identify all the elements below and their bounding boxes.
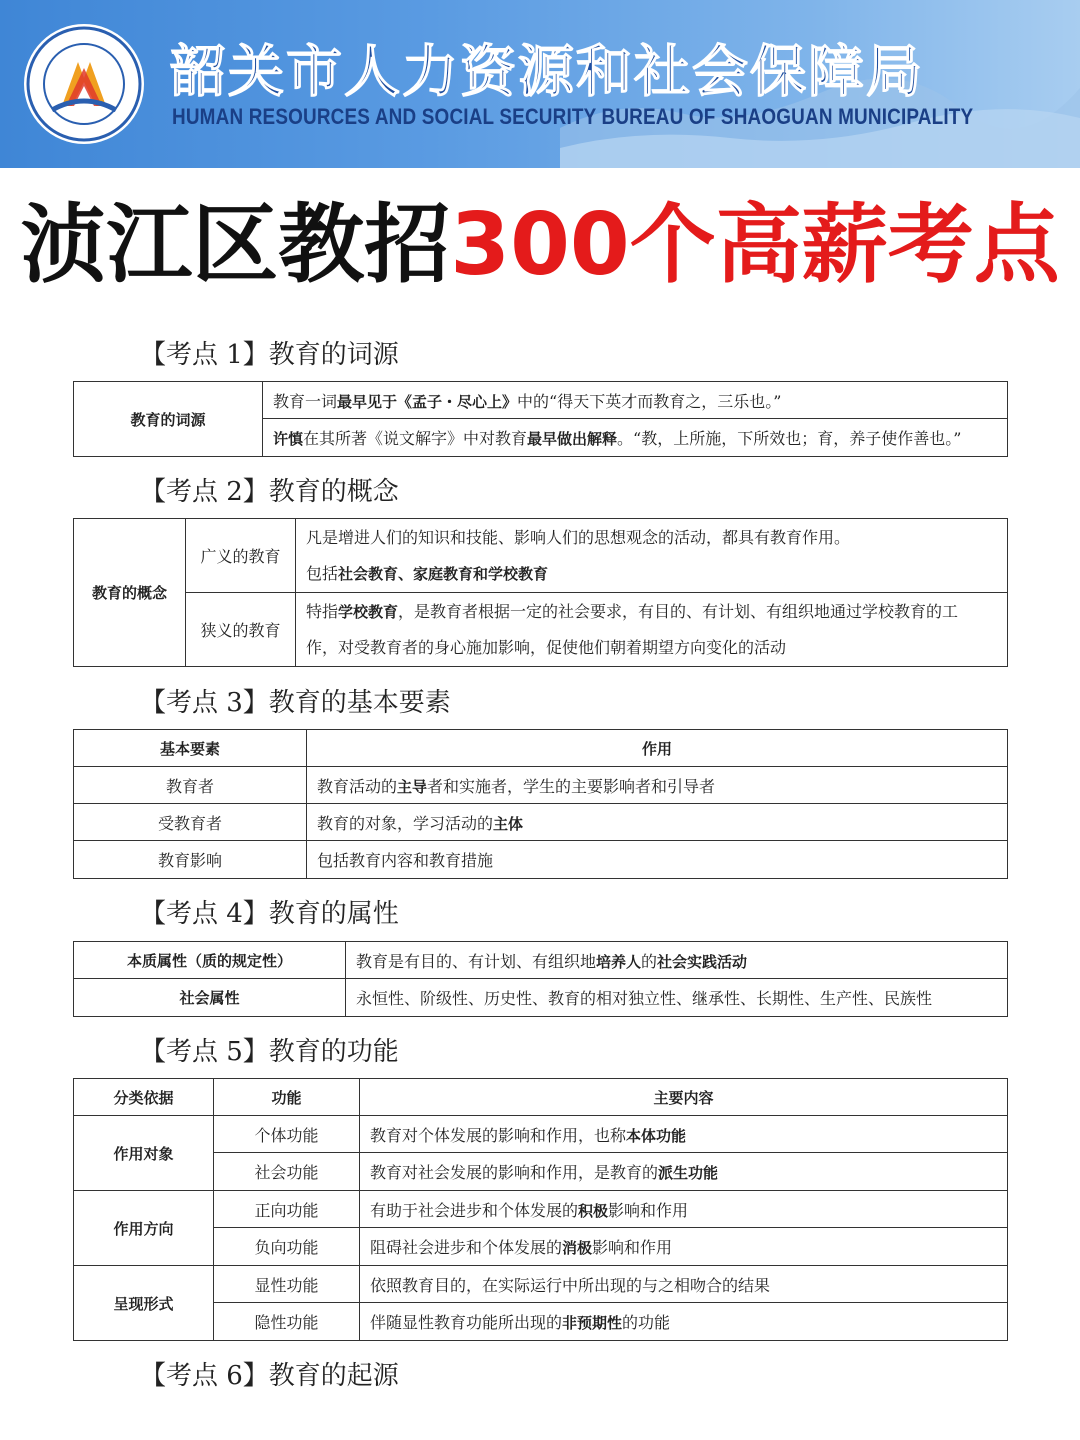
table-cell: 教育活动的主导者和实施者，学生的主要影响者和引导者 <box>307 767 1008 804</box>
table-cell: 有助于社会进步和个体发展的积极影响和作用 <box>360 1191 1008 1228</box>
table-cell: 教育对个体发展的影响和作用，也称本体功能 <box>360 1116 1008 1153</box>
section-title-2: 【考点 2】教育的概念 <box>140 477 399 507</box>
group-label: 呈现形式 <box>74 1266 214 1341</box>
page-headline <box>0 190 1080 300</box>
table-cell: 隐性功能 <box>214 1303 360 1341</box>
table-cell: 个体功能 <box>214 1116 360 1153</box>
table-cell: 教育一词最早见于《孟子・尽心上》中的“得天下英才而教育之，三乐也。” <box>263 382 1008 419</box>
section-title-5: 【考点 5】教育的功能 <box>140 1037 399 1067</box>
table-cell: 特指学校教育，是教育者根据一定的社会要求，有目的、有计划、有组织地通过学校教育的工 作，对受教育者的身心施加影响，促使他们朝着期望方向变化的活动 <box>296 593 1008 667</box>
bureau-name-cn: 韶关市人力资源和社会保障局 <box>170 40 924 105</box>
column-header: 功能 <box>214 1079 360 1116</box>
column-header: 基本要素 <box>74 730 307 767</box>
table-cell: 显性功能 <box>214 1266 360 1303</box>
table-cell: 教育影响 <box>74 841 307 879</box>
table-cell: 教育的对象，学习活动的主体 <box>307 804 1008 841</box>
section-title-4: 【考点 4】教育的属性 <box>140 899 399 929</box>
table-cell: 正向功能 <box>214 1191 360 1228</box>
group-label: 作用方向 <box>74 1191 214 1266</box>
table-cell: 永恒性、阶级性、历史性、教育的相对独立性、继承性、长期性、生产性、民族性 <box>346 979 1008 1017</box>
row-label: 教育的概念 <box>74 519 186 667</box>
table-cell: 社会功能 <box>214 1153 360 1191</box>
table-cell: 伴随显性教育功能所出现的非预期性的功能 <box>360 1303 1008 1341</box>
table-cell: 阻碍社会进步和个体发展的消极影响和作用 <box>360 1228 1008 1266</box>
group-label: 作用对象 <box>74 1116 214 1191</box>
headline-highlight: 300个高薪考点 <box>450 195 1060 295</box>
table-attributes <box>73 941 1008 1017</box>
column-header: 作用 <box>307 730 1008 767</box>
table-functions <box>73 1078 1008 1341</box>
bureau-logo-icon <box>22 22 146 146</box>
table-cell: 包括教育内容和教育措施 <box>307 841 1008 879</box>
section-title-1: 【考点 1】教育的词源 <box>140 340 399 370</box>
table-concept <box>73 518 1008 667</box>
table-cell: 凡是增进人们的知识和技能、影响人们的思想观念的活动，都具有教育作用。 包括社会教育、家庭教育和学校教育 <box>296 519 1008 593</box>
table-etymology <box>73 381 1008 457</box>
header-banner <box>0 0 1080 168</box>
sub-label: 狭义的教育 <box>186 593 296 667</box>
row-label: 本质属性（质的规定性） <box>74 942 346 979</box>
column-header: 分类依据 <box>74 1079 214 1116</box>
section-title-6: 【考点 6】教育的起源 <box>140 1361 399 1391</box>
table-cell: 教育是有目的、有计划、有组织地培养人的社会实践活动 <box>346 942 1008 979</box>
table-cell: 受教育者 <box>74 804 307 841</box>
sub-label: 广义的教育 <box>186 519 296 593</box>
section-title-3: 【考点 3】教育的基本要素 <box>140 688 451 718</box>
column-header: 主要内容 <box>360 1079 1008 1116</box>
bureau-name-en: HUMAN RESOURCES AND SOCIAL SECURITY BUREAU OF SHAOGUAN MUNICIPALITY <box>172 104 974 129</box>
table-cell: 教育者 <box>74 767 307 804</box>
table-cell: 负向功能 <box>214 1228 360 1266</box>
table-cell: 教育对社会发展的影响和作用，是教育的派生功能 <box>360 1153 1008 1191</box>
table-elements <box>73 729 1008 879</box>
row-label: 社会属性 <box>74 979 346 1017</box>
table-cell: 依照教育目的，在实际运行中所出现的与之相吻合的结果 <box>360 1266 1008 1303</box>
row-label: 教育的词源 <box>74 382 263 457</box>
table-cell: 许慎在其所著《说文解字》中对教育最早做出解释。“教，上所施，下所效也；育，养子使作善也。” <box>263 419 1008 457</box>
headline-district: 浈江区教招 <box>20 195 451 295</box>
